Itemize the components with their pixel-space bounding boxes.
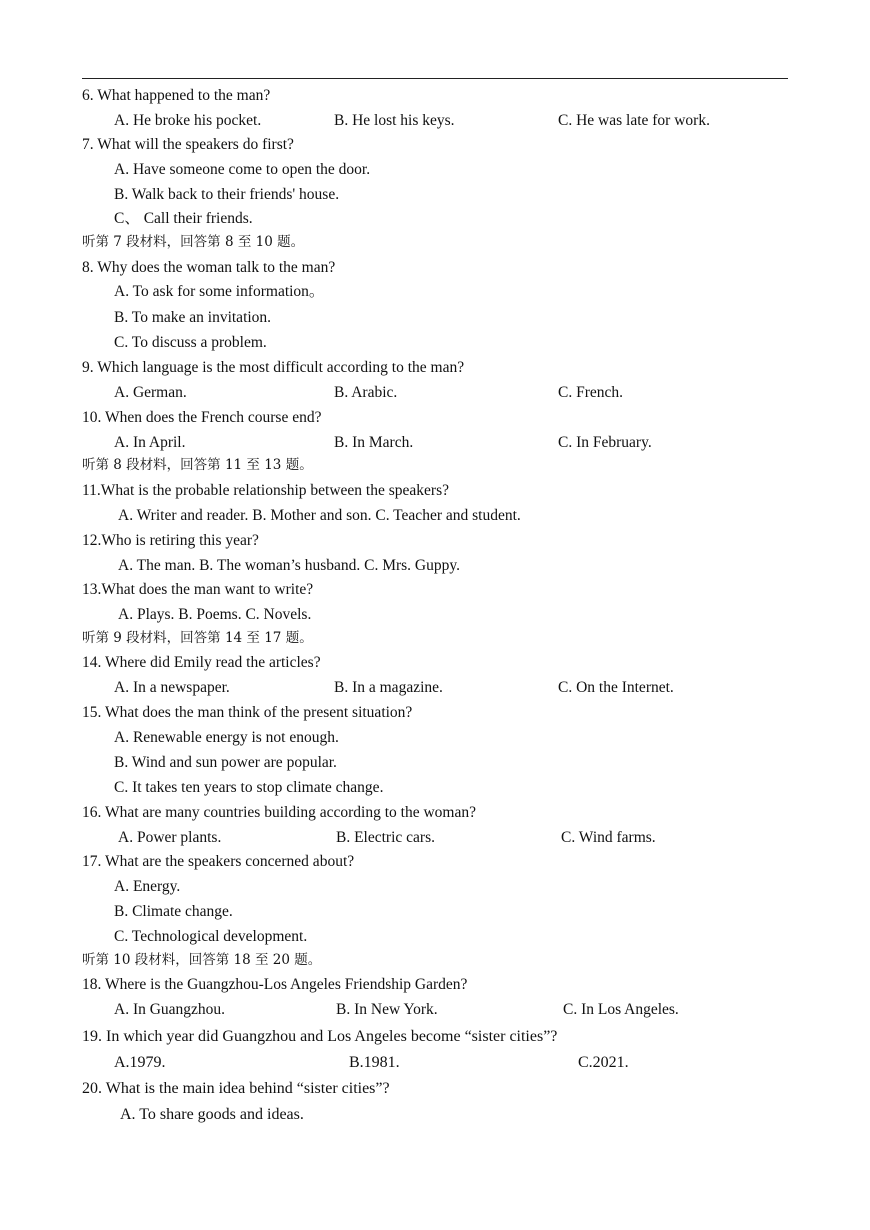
question-12-stem: 12.Who is retiring this year? xyxy=(82,532,259,549)
question-20-option-a: A. To share goods and ideas. xyxy=(120,1106,304,1123)
question-15-stem: 15. What does the man think of the present situation? xyxy=(82,704,413,721)
question-9-stem: 9. Which language is the most difficult according to the man? xyxy=(82,359,465,376)
question-11-stem: 11.What is the probable relationship between the speakers? xyxy=(82,482,449,499)
question-10-stem: 10. When does the French course end? xyxy=(82,409,322,426)
question-14-option-c: C. On the Internet. xyxy=(558,679,674,696)
question-6-option-a: A. He broke his pocket. xyxy=(114,112,262,129)
section-heading-7: 听第 7 段材料，回答第 8 至 10 题。 xyxy=(82,234,305,250)
question-13-stem: 13.What does the man want to write? xyxy=(82,581,314,598)
question-7-option-a: A. Have someone come to open the door. xyxy=(114,161,371,178)
section-heading-10: 听第 10 段材料，回答第 18 至 20 题。 xyxy=(82,952,322,968)
question-17-stem: 17. What are the speakers concerned about? xyxy=(82,853,355,870)
question-13-options: A. Plays. B. Poems. C. Novels. xyxy=(118,606,312,623)
question-19-stem: 19. In which year did Guangzhou and Los Angeles become “sister cities”? xyxy=(82,1028,558,1045)
question-10-option-c: C. In February. xyxy=(558,434,652,451)
question-16-option-b: B. Electric cars. xyxy=(336,829,435,846)
question-15-option-b: B. Wind and sun power are popular. xyxy=(114,754,337,771)
question-7-stem: 7. What will the speakers do first? xyxy=(82,136,294,153)
question-11-options: A. Writer and reader. B. Mother and son. C. Teacher and student. xyxy=(118,507,521,524)
question-10-option-b: B. In March. xyxy=(334,434,414,451)
question-10-option-a: A. In April. xyxy=(114,434,186,451)
question-15-option-c: C. It takes ten years to stop climate change. xyxy=(114,779,384,796)
question-8-stem: 8. Why does the woman talk to the man? xyxy=(82,259,336,276)
question-16-stem: 16. What are many countries building according to the woman? xyxy=(82,804,476,821)
question-16-option-c: C. Wind farms. xyxy=(561,829,656,846)
question-19-option-b: B.1981. xyxy=(349,1054,400,1071)
question-9-option-b: B. Arabic. xyxy=(334,384,398,401)
question-14-stem: 14. Where did Emily read the articles? xyxy=(82,654,321,671)
question-18-stem: 18. Where is the Guangzhou-Los Angeles Friendship Garden? xyxy=(82,976,468,993)
question-17-option-a: A. Energy. xyxy=(114,878,181,895)
question-12-options: A. The man. B. The woman’s husband. C. Mrs. Guppy. xyxy=(118,557,460,574)
question-15-option-a: A. Renewable energy is not enough. xyxy=(114,729,339,746)
question-7-option-c: C、 Call their friends. xyxy=(114,210,253,227)
question-6-option-c: C. He was late for work. xyxy=(558,112,710,129)
question-7-option-b: B. Walk back to their friends' house. xyxy=(114,186,340,203)
question-8-option-c: C. To discuss a problem. xyxy=(114,334,267,351)
question-17-option-c: C. Technological development. xyxy=(114,928,308,945)
question-16-option-a: A. Power plants. xyxy=(118,829,222,846)
section-heading-8: 听第 8 段材料，回答第 11 至 13 题。 xyxy=(82,457,313,473)
header-rule xyxy=(82,78,788,79)
question-8-option-b: B. To make an invitation. xyxy=(114,309,272,326)
question-17-option-b: B. Climate change. xyxy=(114,903,233,920)
question-6-stem: 6. What happened to the man? xyxy=(82,87,271,104)
question-20-stem: 20. What is the main idea behind “sister cities”? xyxy=(82,1080,390,1097)
question-14-option-a: A. In a newspaper. xyxy=(114,679,230,696)
question-14-option-b: B. In a magazine. xyxy=(334,679,443,696)
question-19-option-c: C.2021. xyxy=(578,1054,629,1071)
question-6-option-b: B. He lost his keys. xyxy=(334,112,455,129)
question-18-option-a: A. In Guangzhou. xyxy=(114,1001,226,1018)
question-19-option-a: A.1979. xyxy=(114,1054,166,1071)
question-18-option-c: C. In Los Angeles. xyxy=(563,1001,679,1018)
question-9-option-c: C. French. xyxy=(558,384,624,401)
question-8-option-a: A. To ask for some information。 xyxy=(114,283,325,300)
section-heading-9: 听第 9 段材料，回答第 14 至 17 题。 xyxy=(82,630,313,646)
question-9-option-a: A. German. xyxy=(114,384,187,401)
question-18-option-b: B. In New York. xyxy=(336,1001,438,1018)
